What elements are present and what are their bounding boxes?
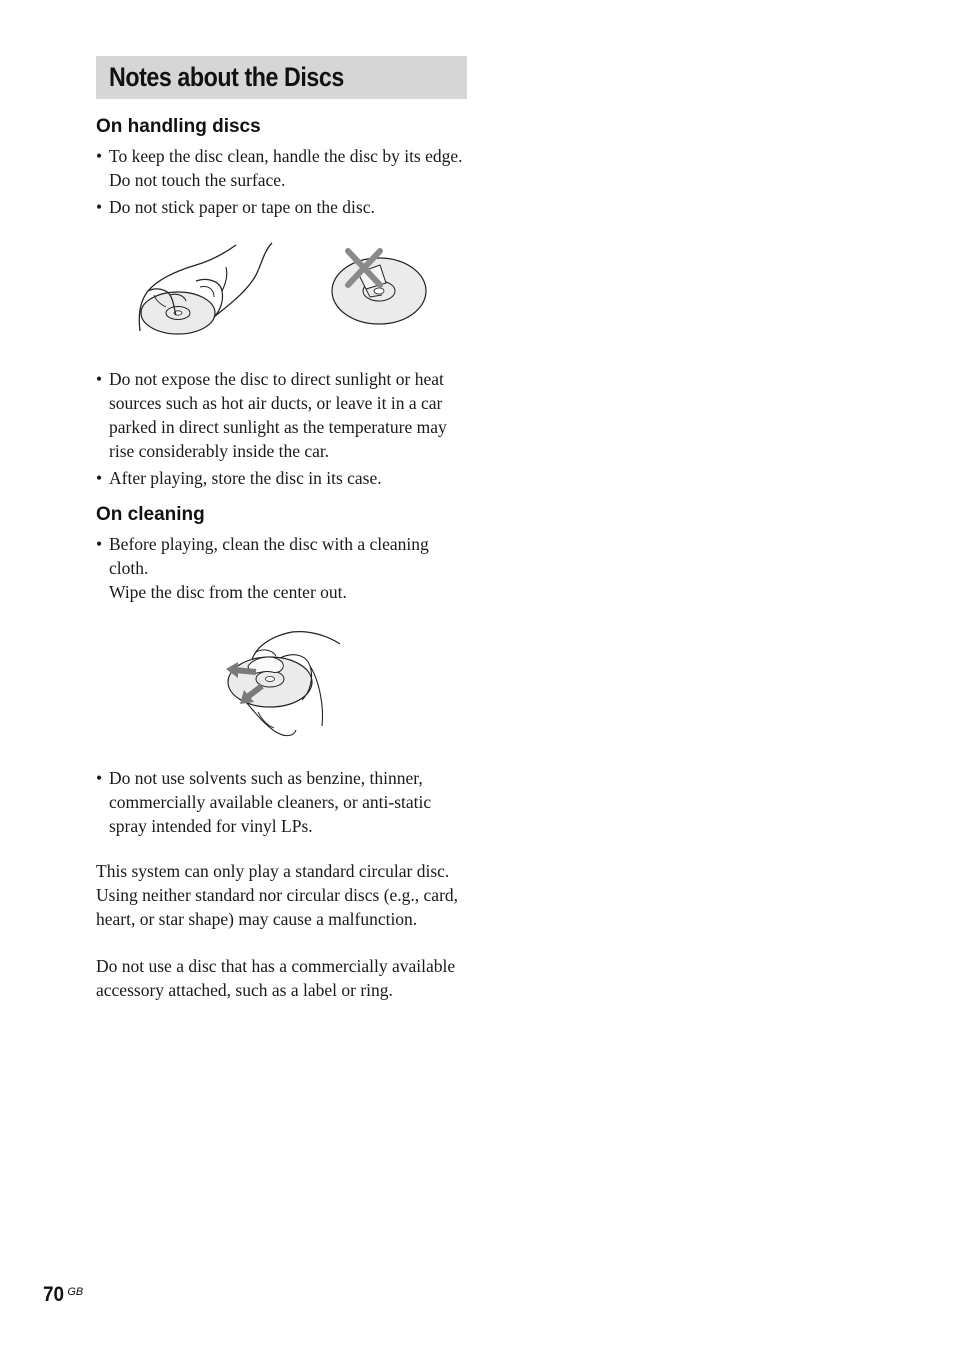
cleaning-heading: On cleaning — [96, 504, 205, 525]
title-bar — [96, 56, 467, 99]
list-item: • To keep the disc clean, handle the disc by its edge. Do not touch the surface. — [96, 144, 467, 192]
cleaning-instruction: • Before playing, clean the disc with a cleaning cloth. — [109, 534, 429, 578]
disc-with-tape-illustration — [332, 251, 426, 324]
list-item — [96, 532, 467, 604]
list-item: • After playing, store the disc in its case. — [96, 466, 467, 490]
page-title: Notes about the Discs — [109, 62, 344, 92]
handling-illustration — [96, 235, 467, 357]
handling-heading: On handling discs — [96, 116, 261, 137]
cleaning-list-1 — [96, 532, 467, 604]
cleaning-figure — [96, 622, 467, 746]
cleaning-instruction-wipe: Wipe the disc from the center out. — [109, 582, 347, 602]
disc-held-by-hand-illustration — [139, 243, 272, 334]
page-number: 70 — [43, 1283, 65, 1306]
paragraph-accessory: Do not use a disc that has a commercially available accessory attached, such as a label or ring. — [96, 956, 456, 1000]
disc-wiping-illustration — [226, 632, 340, 736]
list-item: • Do not use solvents such as benzine, thinner, commercially available cleaners, or anti-static spray intended for vinyl LPs. — [96, 766, 467, 838]
page-footer — [43, 1283, 83, 1307]
cleaning-list-2 — [96, 766, 467, 838]
handling-figure — [96, 235, 467, 357]
page-number-suffix: GB — [67, 1286, 84, 1298]
handling-list-2 — [96, 367, 467, 490]
list-item: • Do not stick paper or tape on the disc. — [96, 195, 467, 219]
list-item: • Do not expose the disc to direct sunlight or heat sources such as hot air ducts, or leave it in a car parked in direct sunlight as the temperature may rise considerably inside the car. — [96, 367, 467, 463]
cleaning-illustration — [96, 622, 467, 746]
handling-list-1 — [96, 144, 467, 219]
content-column — [96, 56, 467, 1002]
paragraph-circular-disc: This system can only play a standard circular disc. Using neither standard nor circular discs (e.g., card, heart, or star shape) may cause a malfunction. — [96, 861, 459, 929]
